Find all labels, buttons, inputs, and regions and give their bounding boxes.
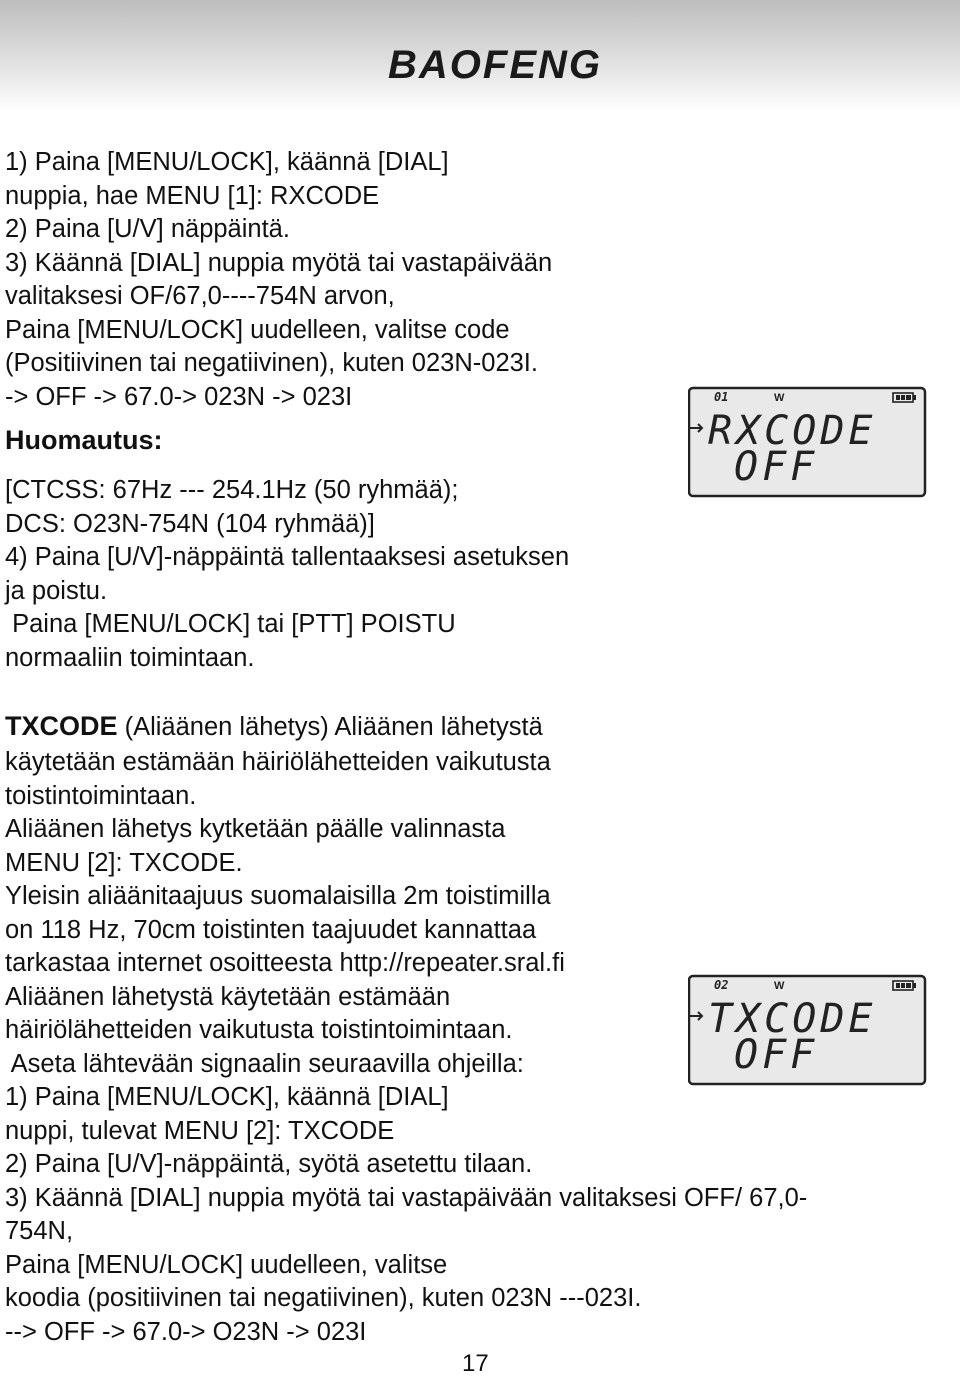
lcd-mode-indicator: W (774, 980, 785, 992)
page-header (0, 0, 960, 110)
text-line: --> OFF -> 67.0-> O23N -> 023I (5, 1318, 367, 1346)
text-line: [CTCSS: 67Hz --- 254.1Hz (50 ryhmää); (5, 476, 459, 504)
text-line: Paina [MENU/LOCK] tai [PTT] POISTU (5, 610, 456, 638)
lcd-mode-indicator: W (774, 392, 785, 404)
text-line: 4) Paina [U/V]-näppäintä tallentaaksesi asetuksen (5, 543, 570, 571)
baofeng-logo (350, 40, 640, 88)
text-line: nuppia, hae MENU [1]: RXCODE (5, 182, 380, 210)
text-line: -> OFF -> 67.0-> 023N -> 023I (5, 383, 353, 411)
text-line: normaaliin toimintaan. (5, 644, 255, 672)
text-line: käytetään estämään häiriölähetteiden vaikutusta (5, 748, 551, 776)
text-line: toistintoimintaan. (5, 782, 197, 810)
text-line: Aliäänen lähetystä käytetään estämään (5, 983, 451, 1011)
text-line: Aliäänen lähetys kytketään päälle valinnasta (5, 815, 506, 843)
lcd-line-1: RXCODE (708, 408, 877, 454)
lcd-line-2: OFF (734, 444, 819, 490)
lcd-line-1: TXCODE (708, 996, 877, 1042)
lcd-menu-number: 02 (714, 978, 729, 992)
text-line: on 118 Hz, 70cm toistinten taajuudet kannattaa (5, 916, 537, 944)
text-line: ja poistu. (5, 577, 108, 605)
text-line: valitaksesi OF/67,0----754N arvon, (5, 282, 395, 310)
text-line: 2) Paina [U/V]-näppäintä, syötä asetettu tilaan. (5, 1150, 533, 1178)
text-line: 3) Käännä [DIAL] nuppia myötä tai vastapäivään valitaksesi OFF/ 67,0- (5, 1184, 808, 1212)
text-line: (Positiivinen tai negatiivinen), kuten 023N-023I. (5, 349, 538, 377)
lcd-line-2: OFF (734, 1032, 819, 1078)
text-line: 754N, (5, 1217, 74, 1245)
text-line: häiriölähetteiden vaikutusta toistintoimintaan. (5, 1016, 513, 1044)
note-heading: Huomautus: (5, 425, 163, 455)
lcd-display-rxcode (688, 384, 928, 498)
text-line: Paina [MENU/LOCK] uudelleen, valitse code (5, 316, 510, 344)
text-line: nuppi, tulevat MENU [2]: TXCODE (5, 1117, 395, 1145)
text-line: koodia (positiivinen tai negatiivinen), kuten 023N ---023I. (5, 1284, 642, 1312)
txcode-intro-line (5, 710, 543, 744)
text-line: Paina [MENU/LOCK] uudelleen, valitse (5, 1251, 448, 1279)
text-line: 3) Käännä [DIAL] nuppia myötä tai vastapäivään (5, 249, 553, 277)
brand-logo-text: BAOFENG (388, 43, 602, 87)
lcd-menu-number: 01 (714, 390, 729, 404)
text-line: tarkastaa internet osoitteesta http://repeater.sral.fi (5, 949, 565, 977)
txcode-term: TXCODE (5, 711, 118, 741)
text-line: Yleisin aliäänitaajuus suomalaisilla 2m toistimilla (5, 882, 551, 910)
text-line: 1) Paina [MENU/LOCK], käännä [DIAL] (5, 148, 449, 176)
text-line: Aseta lähtevään signaalin seuraavilla ohjeilla: (5, 1050, 524, 1078)
text-line: DCS: O23N-754N (104 ryhmää)] (5, 510, 375, 538)
text-line: 1) Paina [MENU/LOCK], käännä [DIAL] (5, 1083, 449, 1111)
page-number: 17 (462, 1350, 489, 1377)
text-line: MENU [2]: TXCODE. (5, 849, 243, 877)
lcd-display-txcode (688, 972, 928, 1086)
txcode-desc: (Aliäänen lähetys) Aliäänen lähetystä (117, 713, 543, 741)
text-line: 2) Paina [U/V] näppäintä. (5, 215, 290, 243)
